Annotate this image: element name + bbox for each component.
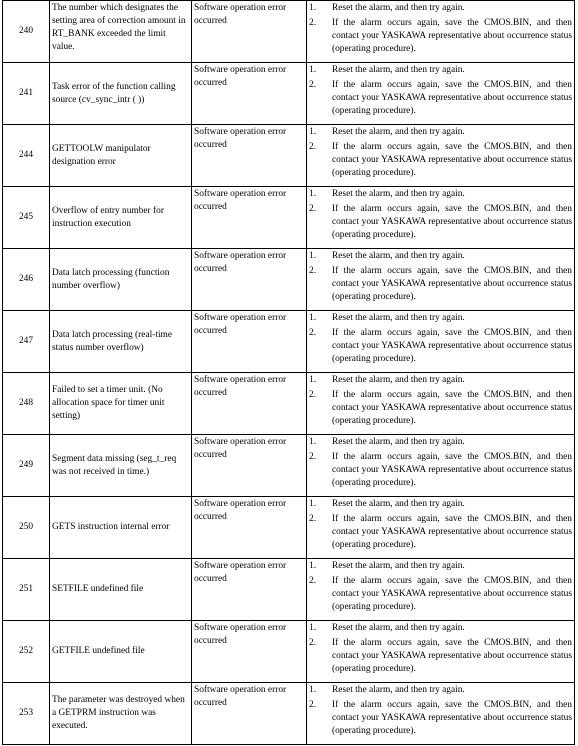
remedy-step-text: Reset the alarm, and then try again. (332, 437, 465, 447)
alarm-meaning: The number which designates the setting area of correction amount in RT_BANK exceeded the limit value. (50, 1, 192, 63)
remedy-step-index: 1. (309, 623, 317, 633)
alarm-code: 241 (3, 63, 50, 125)
alarm-meaning: Data latch processing (function number overflow) (50, 249, 192, 311)
table-row (3, 621, 575, 683)
table-row (3, 497, 575, 559)
remedy-step-index: 2. (309, 452, 317, 462)
alarm-code: 248 (3, 373, 50, 435)
remedy-step (309, 498, 572, 511)
remedy-step-text: If the alarm occurs again, save the CMOS.BIN, and then contact your YASKAWA representative about occurrence status (operating procedure). (332, 18, 572, 54)
remedy-step (309, 389, 572, 428)
remedy-step (309, 250, 572, 263)
remedy-step-text: Reset the alarm, and then try again. (332, 189, 465, 199)
alarm-meaning: Segment data missing (seg_t_req was not received in time.) (50, 435, 192, 497)
alarm-table (2, 0, 575, 745)
remedy-step (309, 622, 572, 635)
remedy-step-text: If the alarm occurs again, save the CMOS.BIN, and then contact your YASKAWA representative about occurrence status (operating procedure). (332, 328, 572, 364)
table-row (3, 559, 575, 621)
table-row (3, 683, 575, 745)
alarm-cause: Software operation error occurred (192, 249, 307, 311)
remedy-step (309, 513, 572, 552)
remedy-step-index: 2. (309, 576, 317, 586)
alarm-cause: Software operation error occurred (192, 1, 307, 63)
remedy-step-index: 1. (309, 3, 317, 13)
alarm-meaning: Failed to set a timer unit. (No allocation space for timer unit setting) (50, 373, 192, 435)
remedy-step-text: If the alarm occurs again, save the CMOS.BIN, and then contact your YASKAWA representative about occurrence status (operating procedure). (332, 638, 572, 674)
alarm-cause: Software operation error occurred (192, 497, 307, 559)
remedy-step (309, 79, 572, 118)
table-row (3, 311, 575, 373)
alarm-remedy (307, 125, 575, 187)
remedy-step-text: If the alarm occurs again, save the CMOS.BIN, and then contact your YASKAWA representative about occurrence status (operating procedure). (332, 576, 572, 612)
remedy-step-index: 2. (309, 514, 317, 524)
remedy-step-text: Reset the alarm, and then try again. (332, 685, 465, 695)
alarm-remedy (307, 187, 575, 249)
alarm-meaning: GETFILE undefined file (50, 621, 192, 683)
remedy-step-index: 2. (309, 390, 317, 400)
remedy-step-index: 2. (309, 638, 317, 648)
alarm-cause: Software operation error occurred (192, 683, 307, 745)
alarm-cause: Software operation error occurred (192, 373, 307, 435)
alarm-cause: Software operation error occurred (192, 311, 307, 373)
table-row (3, 187, 575, 249)
alarm-meaning: GETTOOLW manipulator designation error (50, 125, 192, 187)
alarm-remedy (307, 621, 575, 683)
remedy-step (309, 374, 572, 387)
remedy-step (309, 188, 572, 201)
alarm-remedy (307, 683, 575, 745)
remedy-step-text: Reset the alarm, and then try again. (332, 3, 465, 13)
remedy-step (309, 637, 572, 676)
remedy-step (309, 327, 572, 366)
remedy-step-index: 1. (309, 685, 317, 695)
remedy-step-text: Reset the alarm, and then try again. (332, 313, 465, 323)
remedy-step (309, 699, 572, 738)
remedy-step (309, 17, 572, 56)
remedy-step (309, 64, 572, 77)
table-row (3, 63, 575, 125)
table-row (3, 373, 575, 435)
remedy-step-text: If the alarm occurs again, save the CMOS.BIN, and then contact your YASKAWA representative about occurrence status (operating procedure). (332, 452, 572, 488)
remedy-step-text: If the alarm occurs again, save the CMOS.BIN, and then contact your YASKAWA representative about occurrence status (operating procedure). (332, 142, 572, 178)
alarm-code: 251 (3, 559, 50, 621)
table-row (3, 125, 575, 187)
alarm-cause: Software operation error occurred (192, 621, 307, 683)
alarm-remedy (307, 1, 575, 63)
remedy-step-index: 1. (309, 499, 317, 509)
alarm-remedy (307, 63, 575, 125)
alarm-remedy (307, 249, 575, 311)
remedy-step-text: Reset the alarm, and then try again. (332, 127, 465, 137)
remedy-step-text: Reset the alarm, and then try again. (332, 251, 465, 261)
remedy-step (309, 684, 572, 697)
remedy-step (309, 126, 572, 139)
alarm-table-body (3, 1, 575, 745)
alarm-meaning: Overflow of entry number for instruction execution (50, 187, 192, 249)
remedy-step (309, 265, 572, 304)
remedy-step-index: 2. (309, 700, 317, 710)
alarm-cause: Software operation error occurred (192, 435, 307, 497)
remedy-step (309, 560, 572, 573)
remedy-step-index: 1. (309, 251, 317, 261)
alarm-code: 246 (3, 249, 50, 311)
alarm-remedy (307, 373, 575, 435)
remedy-step-index: 2. (309, 142, 317, 152)
alarm-meaning: GETS instruction internal error (50, 497, 192, 559)
remedy-step-index: 1. (309, 561, 317, 571)
remedy-step-text: Reset the alarm, and then try again. (332, 375, 465, 385)
alarm-code: 252 (3, 621, 50, 683)
alarm-meaning: The parameter was destroyed when a GETPRM instruction was executed. (50, 683, 192, 745)
remedy-step-index: 1. (309, 127, 317, 137)
remedy-step (309, 141, 572, 180)
remedy-step-index: 2. (309, 18, 317, 28)
remedy-step (309, 2, 572, 15)
remedy-step-index: 1. (309, 375, 317, 385)
remedy-step (309, 312, 572, 325)
remedy-step-text: Reset the alarm, and then try again. (332, 623, 465, 633)
table-row (3, 1, 575, 63)
alarm-code: 249 (3, 435, 50, 497)
remedy-step-text: Reset the alarm, and then try again. (332, 561, 465, 571)
alarm-meaning: Data latch processing (real-time status number overflow) (50, 311, 192, 373)
remedy-step-index: 1. (309, 189, 317, 199)
alarm-cause: Software operation error occurred (192, 559, 307, 621)
alarm-remedy (307, 559, 575, 621)
alarm-cause: Software operation error occurred (192, 125, 307, 187)
remedy-step-text: If the alarm occurs again, save the CMOS.BIN, and then contact your YASKAWA representative about occurrence status (operating procedure). (332, 514, 572, 550)
alarm-remedy (307, 435, 575, 497)
remedy-step (309, 436, 572, 449)
remedy-step-index: 1. (309, 313, 317, 323)
alarm-remedy (307, 497, 575, 559)
alarm-cause: Software operation error occurred (192, 63, 307, 125)
remedy-step-index: 1. (309, 65, 317, 75)
remedy-step-index: 1. (309, 437, 317, 447)
remedy-step-index: 2. (309, 204, 317, 214)
alarm-code: 250 (3, 497, 50, 559)
alarm-code: 247 (3, 311, 50, 373)
alarm-remedy (307, 311, 575, 373)
remedy-step-text: If the alarm occurs again, save the CMOS.BIN, and then contact your YASKAWA representative about occurrence status (operating procedure). (332, 390, 572, 426)
alarm-code: 244 (3, 125, 50, 187)
remedy-step (309, 575, 572, 614)
remedy-step-text: If the alarm occurs again, save the CMOS.BIN, and then contact your YASKAWA representative about occurrence status (operating procedure). (332, 700, 572, 736)
alarm-code: 253 (3, 683, 50, 745)
remedy-step-index: 2. (309, 266, 317, 276)
table-row (3, 435, 575, 497)
alarm-meaning: SETFILE undefined file (50, 559, 192, 621)
remedy-step-text: If the alarm occurs again, save the CMOS.BIN, and then contact your YASKAWA representative about occurrence status (operating procedure). (332, 80, 572, 116)
remedy-step-text: If the alarm occurs again, save the CMOS.BIN, and then contact your YASKAWA representative about occurrence status (operating procedure). (332, 204, 572, 240)
table-row (3, 249, 575, 311)
remedy-step-index: 2. (309, 328, 317, 338)
remedy-step (309, 451, 572, 490)
remedy-step-index: 2. (309, 80, 317, 90)
remedy-step (309, 203, 572, 242)
remedy-step-text: Reset the alarm, and then try again. (332, 499, 465, 509)
alarm-meaning: Task error of the function calling source (cv_sync_intr ( )) (50, 63, 192, 125)
remedy-step-text: If the alarm occurs again, save the CMOS.BIN, and then contact your YASKAWA representative about occurrence status (operating procedure). (332, 266, 572, 302)
remedy-step-text: Reset the alarm, and then try again. (332, 65, 465, 75)
alarm-cause: Software operation error occurred (192, 187, 307, 249)
alarm-code: 240 (3, 1, 50, 63)
alarm-code: 245 (3, 187, 50, 249)
